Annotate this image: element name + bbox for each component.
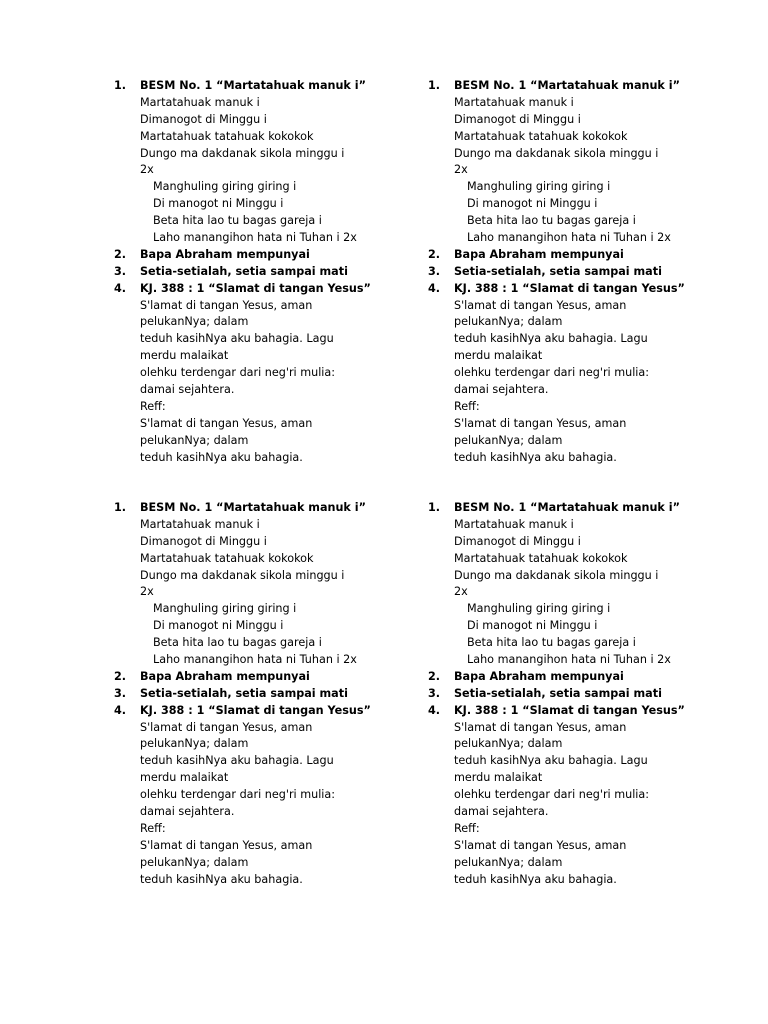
song-list-top-left <box>114 78 434 466</box>
lyric-line <box>114 399 434 416</box>
lyric-line <box>114 804 434 821</box>
lyric-text: pelukanNya; dalam <box>454 433 563 447</box>
lyric-text: S'lamat di tangan Yesus, aman <box>454 298 627 312</box>
lyric-line <box>428 872 748 889</box>
lyric-text: 2x <box>454 585 468 599</box>
list-number: 2. <box>428 669 441 683</box>
lyric-line <box>114 736 434 753</box>
list-number: 3. <box>428 264 441 278</box>
song-title: Setia-setialah, setia sampai mati <box>454 264 662 278</box>
song-title: Bapa Abraham mempunyai <box>454 247 624 261</box>
lyric-text: Dungo ma dakdanak sikola minggu i <box>454 146 659 160</box>
lyric-line <box>114 331 434 348</box>
lyric-line <box>428 753 748 770</box>
lyric-line <box>428 736 748 753</box>
chorus-text: Laho manangihon hata ni Tuhan i 2x <box>153 653 357 667</box>
lyric-line <box>428 787 748 804</box>
list-item-heading <box>114 264 434 281</box>
lyric-text: merdu malaikat <box>454 771 543 785</box>
lyric-line <box>428 331 748 348</box>
chorus-line <box>114 196 434 213</box>
lyric-line <box>428 568 748 585</box>
song-title: Bapa Abraham mempunyai <box>140 247 310 261</box>
lyric-line <box>428 584 748 601</box>
lyric-line <box>114 95 434 112</box>
lyric-text: 2x <box>454 163 468 177</box>
list-number: 1. <box>428 501 441 514</box>
lyric-line <box>114 314 434 331</box>
lyric-text: Martatahuak tatahuak kokokok <box>140 129 314 143</box>
chorus-line <box>428 635 748 652</box>
list-number: 4. <box>114 281 127 295</box>
chorus-line <box>114 601 434 618</box>
lyric-line <box>428 95 748 112</box>
lyric-line <box>428 348 748 365</box>
lyric-line <box>428 399 748 416</box>
lyric-text: Martatahuak tatahuak kokokok <box>454 551 628 565</box>
lyric-text: pelukanNya; dalam <box>140 315 249 329</box>
lyric-line <box>114 450 434 467</box>
lyric-text: Reff: <box>454 399 480 413</box>
list-item-heading <box>114 500 434 517</box>
lyric-line <box>428 382 748 399</box>
chorus-text: Manghuling giring giring i <box>467 180 611 194</box>
lyric-line <box>114 534 434 551</box>
lyric-line <box>114 568 434 585</box>
lyric-text: pelukanNya; dalam <box>140 737 249 751</box>
lyric-text: Dungo ma dakdanak sikola minggu i <box>140 568 345 582</box>
lyric-text: teduh kasihNya aku bahagia. Lagu <box>454 332 648 346</box>
list-number: 3. <box>428 686 441 700</box>
lyric-text: olehku terdengar dari neg'ri mulia: <box>454 366 650 380</box>
chorus-text: Manghuling giring giring i <box>153 180 297 194</box>
song-title: BESM No. 1 “Martatahuak manuk i” <box>140 501 366 514</box>
song-title: Setia-setialah, setia sampai mati <box>454 686 662 700</box>
chorus-line <box>114 179 434 196</box>
lyric-line <box>114 433 434 450</box>
lyric-line <box>428 804 748 821</box>
lyric-text: damai sejahtera. <box>140 805 235 819</box>
lyric-line <box>428 433 748 450</box>
chorus-text: Beta hita lao tu bagas gareja i <box>153 636 322 650</box>
lyric-text: S'lamat di tangan Yesus, aman <box>140 720 313 734</box>
chorus-text: Di manogot ni Minggu i <box>153 197 284 211</box>
lyric-text: teduh kasihNya aku bahagia. <box>454 872 617 886</box>
chorus-text: Laho manangihon hata ni Tuhan i 2x <box>467 653 671 667</box>
list-number: 2. <box>114 247 127 261</box>
list-item-heading <box>428 78 748 95</box>
list-item-heading <box>114 669 434 686</box>
list-item-heading <box>114 78 434 95</box>
lyric-text: damai sejahtera. <box>454 805 549 819</box>
lyric-line <box>428 855 748 872</box>
song-title: Bapa Abraham mempunyai <box>140 669 310 683</box>
lyric-line <box>428 365 748 382</box>
list-item-heading <box>428 281 748 298</box>
lyric-text: teduh kasihNya aku bahagia. <box>140 450 303 464</box>
lyric-text: teduh kasihNya aku bahagia. Lagu <box>140 754 334 768</box>
lyric-text: Dimanogot di Minggu i <box>140 112 267 126</box>
lyric-line <box>428 146 748 163</box>
song-title: KJ. 388 : 1 “Slamat di tangan Yesus” <box>454 703 685 717</box>
list-number: 1. <box>114 501 127 514</box>
lyric-text: S'lamat di tangan Yesus, aman <box>454 416 627 430</box>
lyric-line <box>114 720 434 737</box>
chorus-line <box>428 652 748 669</box>
lyric-line <box>428 129 748 146</box>
chorus-text: Di manogot ni Minggu i <box>467 197 598 211</box>
lyric-text: teduh kasihNya aku bahagia. Lagu <box>140 332 334 346</box>
chorus-text: Manghuling giring giring i <box>153 602 297 616</box>
lyric-line <box>114 787 434 804</box>
list-number: 4. <box>428 281 441 295</box>
lyric-text: S'lamat di tangan Yesus, aman <box>454 838 627 852</box>
lyric-line <box>114 872 434 889</box>
list-item-heading <box>428 703 748 720</box>
list-item-heading <box>428 264 748 281</box>
song-title: BESM No. 1 “Martatahuak manuk i” <box>454 79 680 92</box>
chorus-line <box>114 635 434 652</box>
chorus-line <box>428 601 748 618</box>
song-title: KJ. 388 : 1 “Slamat di tangan Yesus” <box>454 281 685 295</box>
lyric-text: Martatahuak manuk i <box>140 95 260 109</box>
chorus-line <box>114 618 434 635</box>
song-list-bottom-left <box>114 500 434 888</box>
chorus-text: Beta hita lao tu bagas gareja i <box>153 214 322 228</box>
chorus-text: Laho manangihon hata ni Tuhan i 2x <box>153 231 357 245</box>
chorus-line <box>114 652 434 669</box>
list-item-heading <box>114 703 434 720</box>
song-title: BESM No. 1 “Martatahuak manuk i” <box>140 79 366 92</box>
list-number: 4. <box>114 703 127 717</box>
lyric-line <box>114 162 434 179</box>
lyric-text: teduh kasihNya aku bahagia. <box>140 872 303 886</box>
lyric-text: Reff: <box>140 399 166 413</box>
lyric-line <box>428 450 748 467</box>
list-number: 3. <box>114 264 127 278</box>
lyric-text: Dungo ma dakdanak sikola minggu i <box>454 568 659 582</box>
list-item-heading <box>428 686 748 703</box>
lyric-line <box>114 348 434 365</box>
lyric-text: Martatahuak manuk i <box>140 517 260 531</box>
lyric-text: Dungo ma dakdanak sikola minggu i <box>140 146 345 160</box>
chorus-text: Manghuling giring giring i <box>467 602 611 616</box>
chorus-line <box>114 213 434 230</box>
lyric-line <box>428 314 748 331</box>
list-number: 1. <box>114 79 127 92</box>
lyric-text: 2x <box>140 585 154 599</box>
chorus-line <box>428 179 748 196</box>
lyric-text: merdu malaikat <box>140 771 229 785</box>
list-number: 2. <box>114 669 127 683</box>
lyric-text: Martatahuak manuk i <box>454 517 574 531</box>
lyric-line <box>114 753 434 770</box>
lyric-text: teduh kasihNya aku bahagia. <box>454 450 617 464</box>
song-title: Bapa Abraham mempunyai <box>454 669 624 683</box>
list-number: 2. <box>428 247 441 261</box>
lyric-text: olehku terdengar dari neg'ri mulia: <box>140 366 336 380</box>
lyric-line <box>114 838 434 855</box>
list-item-heading <box>114 686 434 703</box>
chorus-text: Di manogot ni Minggu i <box>153 619 284 633</box>
lyric-line <box>428 534 748 551</box>
chorus-text: Beta hita lao tu bagas gareja i <box>467 214 636 228</box>
lyric-line <box>428 416 748 433</box>
lyric-line <box>428 112 748 129</box>
lyric-line <box>114 382 434 399</box>
list-item-heading <box>114 281 434 298</box>
list-number: 4. <box>428 703 441 717</box>
lyric-line <box>428 517 748 534</box>
lyric-text: damai sejahtera. <box>140 383 235 397</box>
lyric-line <box>428 720 748 737</box>
chorus-text: Beta hita lao tu bagas gareja i <box>467 636 636 650</box>
song-list-bottom-right <box>428 500 748 888</box>
lyric-line <box>114 365 434 382</box>
lyric-text: teduh kasihNya aku bahagia. Lagu <box>454 754 648 768</box>
lyric-text: S'lamat di tangan Yesus, aman <box>140 298 313 312</box>
list-number: 3. <box>114 686 127 700</box>
song-title: Setia-setialah, setia sampai mati <box>140 686 348 700</box>
lyric-text: olehku terdengar dari neg'ri mulia: <box>454 788 650 802</box>
chorus-line <box>428 196 748 213</box>
lyric-text: 2x <box>140 163 154 177</box>
list-item-heading <box>428 247 748 264</box>
lyric-line <box>114 416 434 433</box>
lyric-line <box>114 517 434 534</box>
lyric-text: olehku terdengar dari neg'ri mulia: <box>140 788 336 802</box>
list-item-heading <box>114 247 434 264</box>
lyric-line <box>428 838 748 855</box>
lyric-text: Dimanogot di Minggu i <box>454 534 581 548</box>
lyric-text: pelukanNya; dalam <box>454 315 563 329</box>
lyric-line <box>428 162 748 179</box>
lyric-text: Reff: <box>140 821 166 835</box>
chorus-line <box>428 618 748 635</box>
lyric-line <box>428 821 748 838</box>
lyric-text: pelukanNya; dalam <box>140 433 249 447</box>
lyric-text: merdu malaikat <box>140 349 229 363</box>
lyric-text: Reff: <box>454 821 480 835</box>
lyric-text: S'lamat di tangan Yesus, aman <box>454 720 627 734</box>
lyric-line <box>428 770 748 787</box>
chorus-line <box>428 213 748 230</box>
song-title: BESM No. 1 “Martatahuak manuk i” <box>454 501 680 514</box>
lyric-text: damai sejahtera. <box>454 383 549 397</box>
lyric-line <box>114 855 434 872</box>
lyric-text: pelukanNya; dalam <box>454 737 563 751</box>
chorus-text: Di manogot ni Minggu i <box>467 619 598 633</box>
lyric-text: Martatahuak tatahuak kokokok <box>454 129 628 143</box>
lyric-line <box>114 770 434 787</box>
song-title: KJ. 388 : 1 “Slamat di tangan Yesus” <box>140 703 371 717</box>
lyric-line <box>114 146 434 163</box>
chorus-line <box>428 230 748 247</box>
list-item-heading <box>428 669 748 686</box>
lyric-line <box>114 584 434 601</box>
lyric-text: Dimanogot di Minggu i <box>140 534 267 548</box>
list-number: 1. <box>428 79 441 92</box>
list-item-heading <box>428 500 748 517</box>
chorus-line <box>114 230 434 247</box>
lyric-text: Martatahuak tatahuak kokokok <box>140 551 314 565</box>
lyric-line <box>114 551 434 568</box>
lyric-text: pelukanNya; dalam <box>140 855 249 869</box>
lyric-text: merdu malaikat <box>454 349 543 363</box>
lyric-text: S'lamat di tangan Yesus, aman <box>140 838 313 852</box>
lyric-line <box>114 821 434 838</box>
lyric-text: S'lamat di tangan Yesus, aman <box>140 416 313 430</box>
lyric-line <box>114 129 434 146</box>
chorus-text: Laho manangihon hata ni Tuhan i 2x <box>467 231 671 245</box>
lyric-line <box>114 112 434 129</box>
lyric-line <box>428 551 748 568</box>
lyric-text: pelukanNya; dalam <box>454 855 563 869</box>
lyric-text: Dimanogot di Minggu i <box>454 112 581 126</box>
lyric-line <box>114 298 434 315</box>
lyric-text: Martatahuak manuk i <box>454 95 574 109</box>
song-title: KJ. 388 : 1 “Slamat di tangan Yesus” <box>140 281 371 295</box>
song-list-top-right <box>428 78 748 466</box>
song-title: Setia-setialah, setia sampai mati <box>140 264 348 278</box>
lyric-line <box>428 298 748 315</box>
